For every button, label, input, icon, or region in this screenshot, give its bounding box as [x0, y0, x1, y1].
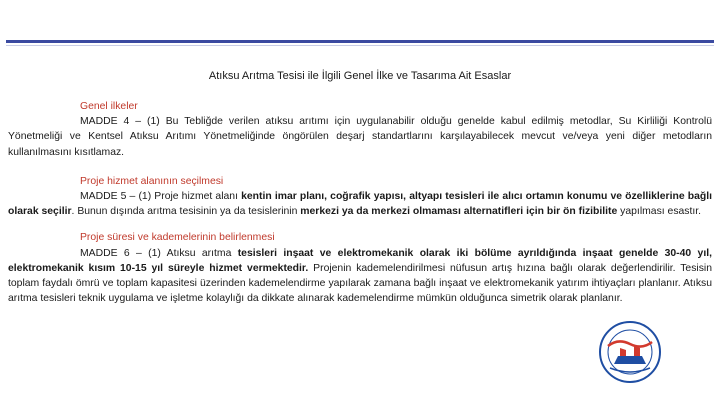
header-rule-thin [6, 45, 714, 46]
article-5-bold-1: kentin imar planı, coğrafik yapısı, altyapı tesisleri ile alıcı ortamın konumu ve özelliklerine bağlı olarak seçilir [8, 191, 712, 218]
article-5-bold-2: merkezi ya da merkezi olmaması alternatifleri için bir ön fizibilite [300, 206, 618, 218]
section-heading-service-area: Proje hizmet alanının seçilmesi [80, 175, 224, 187]
header-band [0, 0, 720, 40]
article-6-text-1: MADDE 6 – (1) Atıksu arıtma [80, 247, 238, 259]
section-text-service-area [8, 189, 712, 219]
section-text-general [8, 114, 712, 160]
article-5-text-2: . Bunun dışında arıtma tesisinin ya da tesislerinin [71, 206, 301, 218]
article-6-bold-1: tesisleri inşaat ve elektromekanik olarak iki bölüme ayrıldığında inşaat genelde 30-40 yıl, elektromekanik kısım 10-15 yıl süreyle hizmet vermektedir. [8, 247, 712, 274]
slide-body [8, 99, 712, 306]
article-6-text-2: Projenin kademelendirilmesi nüfusun artış hızına bağlı olarak değerlendirilir. Tesisin toplam faydalı ömrü ve toplam kapasitesi üzerinden kademelendirme yapılarak zamana bağlı inşaat ve elektromekanik yatırım ihtiyaçları planlanır. Atıksu arıtma tesisleri teknik uygulama ve işletme kolaylığı da dikkate alınarak kademelendirme mümkün olduğunca simetrik olarak planlanır. [8, 262, 712, 305]
section-text-project-duration [8, 246, 712, 307]
university-seal-icon [598, 320, 662, 384]
article-4-text: MADDE 4 – (1) Bu Tebliğde verilen atıksu arıtımı için uygulanabilir olduğu genelde kabul edilmiş metodlar, Su Kirliliği Kontrolü Yönetmeliği ve Kentsel Atıksu Arıtımı Yönetmeliğinde öngörülen deşarj standartlarını karşılayabilecek mevcut ve/veya yeni diğer metodların kullanılmasını kısıtlamaz. [8, 116, 712, 158]
article-5-text-3: yapılması esastır. [617, 206, 702, 218]
section-heading-general: Genel ilkeler [80, 101, 138, 112]
section-heading-project-duration: Proje süresi ve kademelerinin belirlenmesi [80, 232, 275, 244]
article-5-text-1: MADDE 5 – (1) Proje hizmet alanı [80, 191, 242, 203]
header-rule [6, 40, 714, 43]
slide-title: Atıksu Arıtma Tesisi ile İlgili Genel İlke ve Tasarıma Ait Esaslar [208, 70, 512, 82]
